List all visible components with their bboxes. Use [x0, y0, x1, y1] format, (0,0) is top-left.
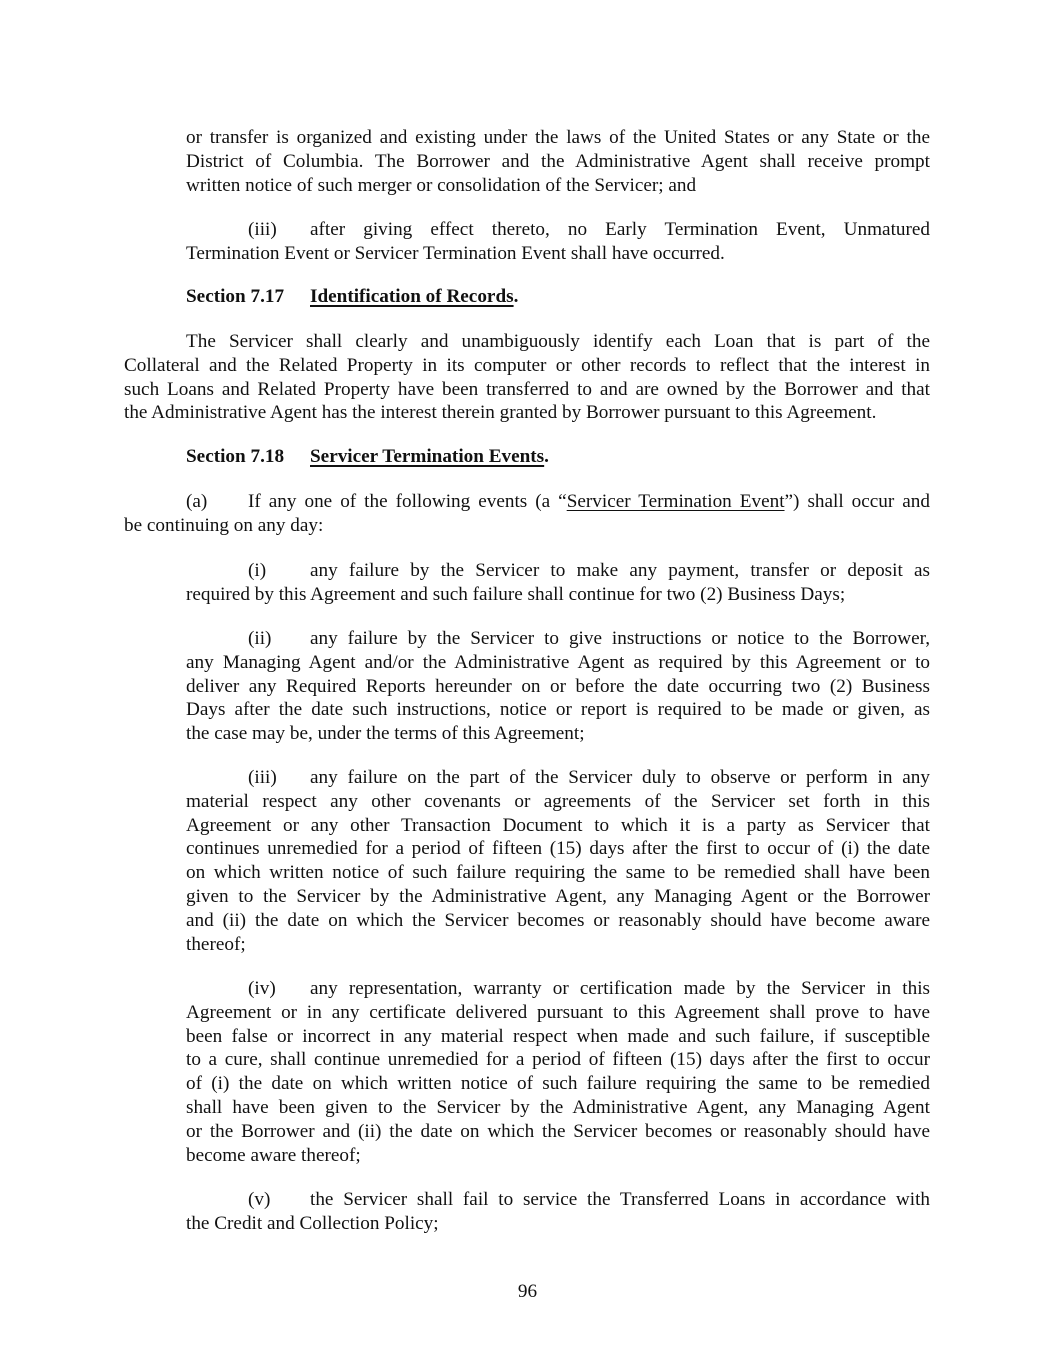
text-line — [186, 766, 930, 790]
clause-text: any representation, warranty or certification made by the Servicer in this — [310, 978, 930, 999]
continuation-paragraph — [186, 126, 930, 197]
text-line: or the Borrower and (ii) the date on which the Servicer becomes or reasonably should have — [186, 1120, 930, 1142]
text-line — [186, 977, 930, 1001]
text-line: The Servicer shall clearly and unambiguously identify each Loan that is part of the — [186, 331, 930, 352]
text-line: Days after the date such instructions, notice or report is required to be made or given, as — [186, 699, 930, 721]
section-7-18-intro — [124, 490, 930, 538]
text-line: been false or incorrect in any material respect when made and such failure, if susceptible — [186, 1025, 930, 1047]
clause-iii-merger — [186, 218, 930, 266]
clause-label: (ii) — [248, 628, 272, 649]
text-line: such Loans and Related Property have been transferred to and are owned by the Borrower and that — [124, 378, 930, 400]
text-line: District of Columbia. The Borrower and the Administrative Agent shall receive prompt — [186, 150, 930, 172]
text-line: required by this Agreement and such failure shall continue for two (2) Business Days; — [186, 583, 846, 605]
text-line: shall have been given to the Servicer by the Administrative Agent, any Managing Agent — [186, 1096, 930, 1118]
text-line — [186, 1188, 930, 1212]
text-line: given to the Servicer by the Administrative Agent, any Managing Agent or the Borrower — [186, 885, 930, 907]
clause-text: any failure by the Servicer to give instructions or notice to the Borrower, — [310, 628, 930, 649]
clause-text: any failure by the Servicer to make any payment, transfer or deposit as — [310, 560, 930, 581]
clause-i — [186, 559, 930, 607]
text-line: of (i) the date on which written notice of such failure requiring the same to be remedied — [186, 1073, 930, 1095]
text-line — [186, 627, 930, 651]
section-number: Section 7.18 — [186, 446, 285, 467]
clause-label: (i) — [248, 560, 267, 581]
intro-text: ”) shall occur and — [784, 491, 930, 512]
clause-label: (iv) — [248, 978, 276, 999]
text-line: written notice of such merger or consolidation of the Servicer; and — [186, 174, 697, 196]
section-heading-7-18 — [186, 446, 549, 468]
clause-text: after giving effect thereto, no Early Termination Event, Unmatured — [310, 219, 930, 240]
section-7-17-body — [124, 330, 930, 425]
text-line: become aware thereof; — [186, 1144, 361, 1166]
clause-label: (iii) — [248, 767, 277, 788]
clause-text: the Servicer shall fail to service the Transferred Loans in accordance with — [310, 1189, 930, 1210]
clause-text: any failure on the part of the Servicer duly to observe or perform in any — [310, 767, 930, 788]
page-number: 96 — [517, 1281, 538, 1302]
text-line: the Administrative Agent has the interest therein granted by Borrower pursuant to this Agreement. — [124, 402, 877, 424]
text-line: deliver any Required Reports hereunder on or before the date occurring two (2) Business — [186, 675, 930, 697]
text-line: Agreement or in any certificate delivered pursuant to this Agreement shall prove to have — [186, 1001, 930, 1023]
text-line — [124, 490, 930, 514]
section-title: Servicer Termination Events — [310, 446, 545, 467]
text-line: material respect any other covenants or agreements of the Servicer set forth in this — [186, 790, 930, 812]
clause-label: (a) — [186, 491, 208, 512]
text-line: the Credit and Collection Policy; — [186, 1212, 439, 1234]
text-line: or transfer is organized and existing under the laws of the United States or any State or the — [186, 127, 930, 148]
clause-label: (v) — [248, 1189, 271, 1210]
text-line: to a cure, shall continue unremedied for a period of fifteen (15) days after the first to occur — [186, 1049, 930, 1071]
clause-ii — [186, 627, 930, 746]
clause-label: (iii) — [248, 219, 277, 240]
section-number: Section 7.17 — [186, 286, 285, 307]
section-period: . — [544, 446, 549, 467]
clause-v — [186, 1188, 930, 1236]
clause-iv — [186, 977, 930, 1167]
text-line: the case may be, under the terms of this Agreement; — [186, 723, 585, 745]
text-line: continues unremedied for a period of fifteen (15) days after the first to occur of (i) the date — [186, 838, 930, 860]
text-line: Termination Event or Servicer Termination Event shall have occurred. — [186, 242, 725, 264]
clause-iii — [186, 766, 930, 956]
defined-term: Servicer Termination Event — [566, 491, 785, 512]
section-period: . — [513, 286, 519, 307]
text-line — [186, 218, 930, 242]
text-line: and (ii) the date on which the Servicer becomes or reasonably should have become aware — [186, 909, 930, 931]
section-heading-7-17 — [186, 286, 518, 308]
text-line: any Managing Agent and/or the Administrative Agent as required by this Agreement or to — [186, 651, 930, 673]
text-line: be continuing on any day: — [124, 514, 324, 536]
text-line — [186, 559, 930, 583]
intro-text: If any one of the following events (a “ — [248, 491, 567, 512]
text-line: thereof; — [186, 933, 246, 955]
text-line: Collateral and the Related Property in its computer or other records to reflect that the interest in — [124, 354, 930, 376]
text-line: Agreement or any other Transaction Document to which it is a party as Servicer that — [186, 814, 930, 836]
section-title: Identification of Records — [310, 286, 514, 307]
text-line: on which written notice of such failure requiring the same to be remedied shall have been — [186, 862, 930, 884]
